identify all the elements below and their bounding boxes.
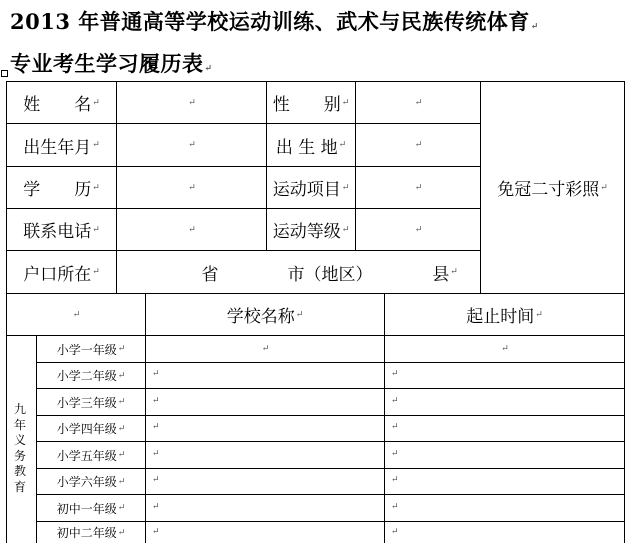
label-birth-place: 出 生 地 ↵ xyxy=(275,137,347,158)
grade-school-field[interactable]: ↵ xyxy=(152,369,160,379)
grade-period-field[interactable]: ↵ xyxy=(391,369,399,379)
table-border-right xyxy=(624,81,625,543)
document-title-line1: 2013 年普通高等学校运动训练、武术与民族传统体育↵ xyxy=(10,9,539,34)
grade-period-field[interactable]: ↵ xyxy=(391,527,399,537)
grade-label: 小学六年级 ↵ xyxy=(56,475,126,489)
grade-label: 小学三年级 ↵ xyxy=(56,395,126,410)
label-gender: 性 别 ↵ xyxy=(272,95,350,115)
document-title-line2: 专业考生学习履历表↵ xyxy=(10,51,213,76)
label-birth-date: 出生年月 ↵ xyxy=(23,137,100,158)
grade-label: 小学四年级 ↵ xyxy=(56,422,126,436)
label-sport-level: 运动等级 ↵ xyxy=(272,222,350,242)
grade-school-field[interactable]: ↵ xyxy=(152,502,160,512)
grade-school-field[interactable]: ↵ xyxy=(152,527,160,537)
grade-school-field[interactable]: ↵ xyxy=(152,422,160,432)
grade-period-field[interactable]: ↵ xyxy=(501,344,509,354)
grade-school-field[interactable]: ↵ xyxy=(152,475,160,485)
field-birth-place[interactable]: ↵ xyxy=(414,140,423,150)
field-phone[interactable]: ↵ xyxy=(188,224,196,235)
label-phone: 联系电话 ↵ xyxy=(23,222,100,242)
grade-label: 小学二年级 ↵ xyxy=(56,369,126,383)
label-compulsory-education: 九 年 义 务 教 育 xyxy=(13,402,26,494)
grade-period-field[interactable]: ↵ xyxy=(391,422,399,432)
label-education: 学 历 ↵ xyxy=(23,180,100,200)
field-education[interactable]: ↵ xyxy=(188,182,196,193)
grade-label: 小学五年级 ↵ xyxy=(56,448,126,463)
grade-school-field[interactable]: ↵ xyxy=(152,449,160,459)
grade-period-field[interactable]: ↵ xyxy=(391,396,399,406)
label-name: 姓 名 ↵ xyxy=(23,95,100,115)
field-name[interactable]: ↵ xyxy=(188,97,196,108)
grade-label: 小学一年级 ↵ xyxy=(56,342,126,357)
photo-area: 免冠二寸彩照 ↵ xyxy=(497,180,608,200)
grade-school-field[interactable]: ↵ xyxy=(261,344,270,354)
grade-period-field[interactable]: ↵ xyxy=(391,475,399,485)
field-gender[interactable]: ↵ xyxy=(414,97,423,108)
field-hukou-county[interactable]: 县 ↵ xyxy=(432,264,458,285)
grade-label: 初中二年级 ↵ xyxy=(56,526,126,540)
field-sport-event[interactable]: ↵ xyxy=(414,182,423,193)
field-birth-date[interactable]: ↵ xyxy=(188,140,196,150)
header-blank: ↵ xyxy=(72,309,81,320)
grade-period-field[interactable]: ↵ xyxy=(391,502,399,512)
grade-label: 初中一年级 ↵ xyxy=(56,501,126,516)
field-sport-level[interactable]: ↵ xyxy=(414,224,423,235)
header-school-name: 学校名称 ↵ xyxy=(226,307,304,327)
field-hukou-province[interactable]: 省 xyxy=(201,264,219,285)
table-anchor-icon xyxy=(1,70,8,77)
grade-period-field[interactable]: ↵ xyxy=(391,449,399,459)
header-period: 起止时间 ↵ xyxy=(466,307,543,327)
label-sport-event: 运动项目 ↵ xyxy=(272,180,350,200)
field-hukou-city[interactable]: 市（地区） xyxy=(287,264,373,285)
grade-school-field[interactable]: ↵ xyxy=(152,396,160,406)
label-hukou: 户口所在 ↵ xyxy=(23,264,100,285)
